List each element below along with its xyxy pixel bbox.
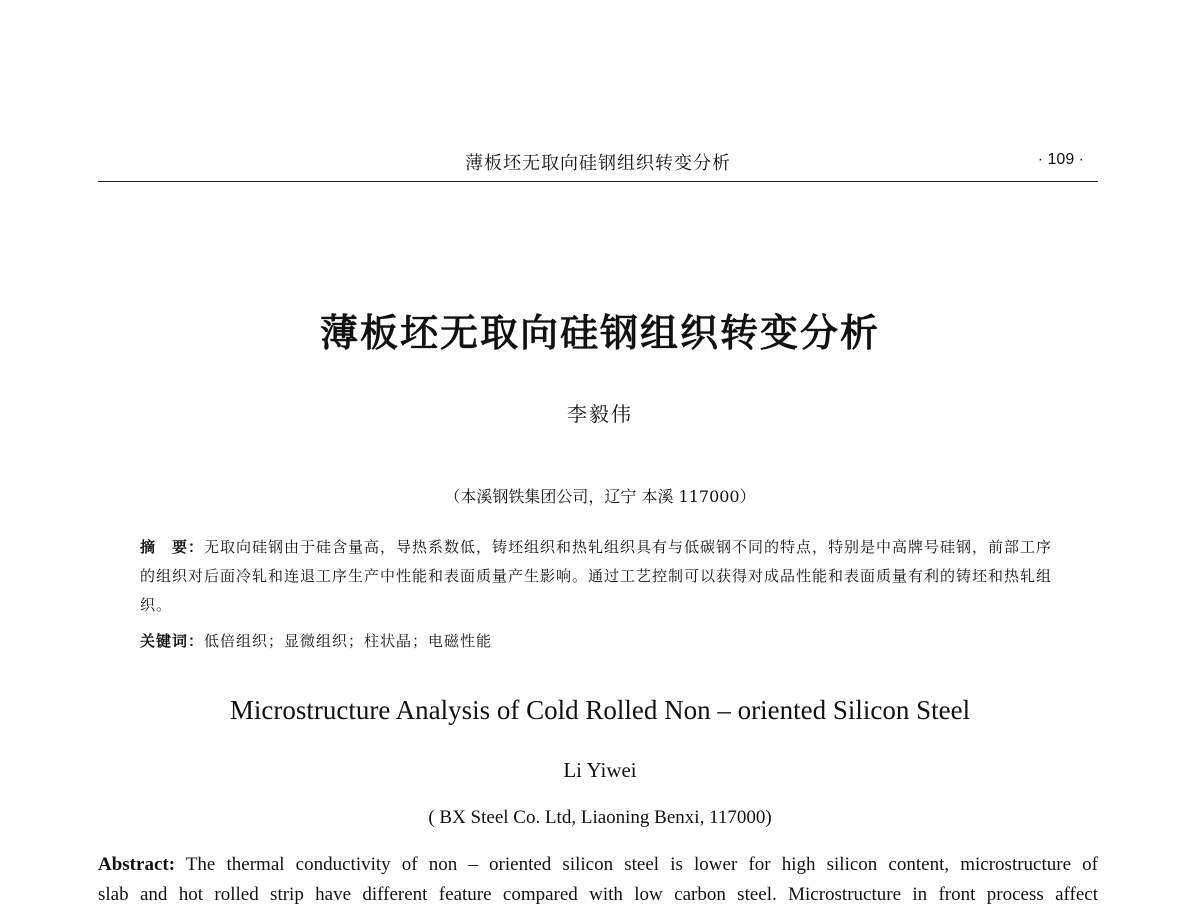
abstract-en-label: Abstract: [98,854,176,875]
keywords-cn [140,627,1060,655]
abstract-cn [140,533,1060,620]
abstract-en-line2: slab and hot rolled strip have different feature compared with low carbon steel. Microstructure in front process affect [98,884,1098,905]
abstract-en [98,850,1098,880]
article-title-cn: 薄板坯无取向硅钢组织转变分析 [319,310,880,355]
running-header [98,147,1098,182]
abstract-cn-text: 无取向硅钢由于硅含量高，导热系数低，铸坯组织和热轧组织具有与低碳钢不同的特点，特别是中高牌号硅钢，前部工序的组织对后面冷轧和连退工序生产中性能和表面质量产生影响。通过工艺控制可以获得对成品性能和表面质量有利的铸坯和热轧组织。 [140,538,1053,614]
keywords-cn-label: 关键词： [140,632,205,650]
affiliation-en: ( BX Steel Co. Ltd, Liaoning Benxi, 117000) [428,807,772,828]
author-en: Li Yiwei [563,758,637,782]
abstract-en-line1: The thermal conductivity of non – oriented silicon steel is lower for high silicon content, microstructure of [175,854,1098,875]
author-cn: 李毅伟 [567,402,633,426]
page-number: · 109 · [1037,151,1084,168]
article-title-en: Microstructure Analysis of Cold Rolled Non – oriented Silicon Steel [229,695,971,725]
running-title: 薄板坯无取向硅钢组织转变分析 [465,153,731,174]
keywords-cn-text: 低倍组织；显微组织；柱状晶；电磁性能 [204,632,493,650]
abstract-cn-label: 摘 要： [140,538,205,556]
affiliation-cn: （本溪钢铁集团公司，辽宁 本溪 117000） [444,487,756,506]
